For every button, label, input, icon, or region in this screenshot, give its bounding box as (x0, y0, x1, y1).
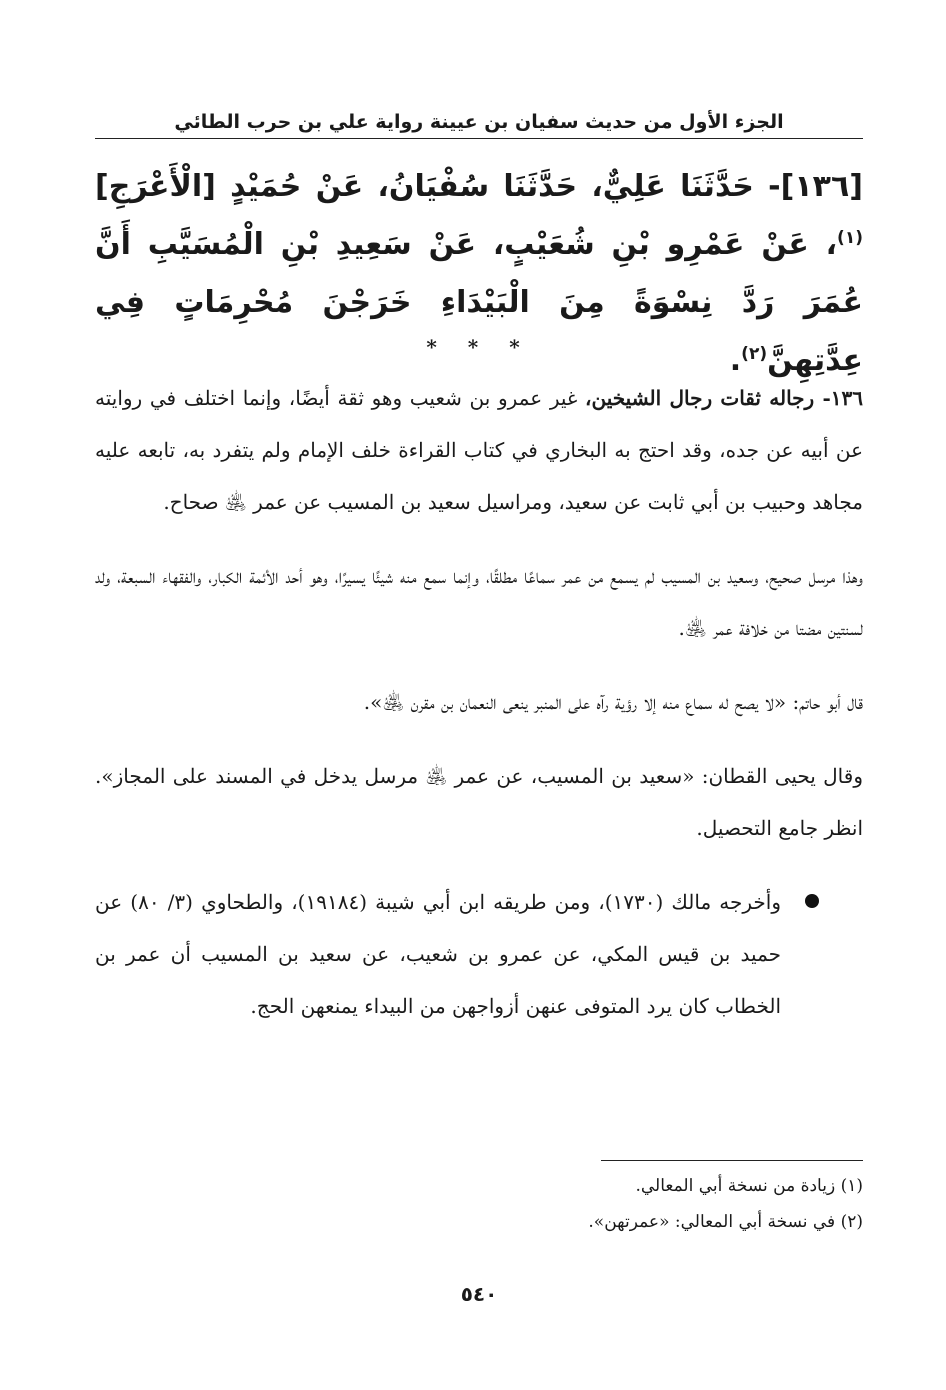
bullet-item (95, 876, 863, 1032)
book-page (95, 0, 863, 1390)
bullet-text: وأخرجه مالك (١٧٣٠)، ومن طريقه ابن أبي شيبة (١٩١٨٤)، والطحاوي (٣/ ٨٠) عن حميد بن قيس المكي، عن عمرو بن شعيب، عن سعيد بن المسيب أن عمر بن الخطاب كان يرد المتوفى عنهن أزواجهن من البيداء يمنعهن الحج. (95, 890, 781, 1018)
section-separator: * * * (426, 335, 532, 359)
commentary-paragraph-4: وقال يحيى القطان: «سعيد بن المسيب، عن عمر ﵁ مرسل يدخل في المسند على المجاز». انظر جامع التحصيل. (95, 764, 863, 840)
bullet-dot-icon (805, 894, 819, 908)
commentary-paragraph-1 (95, 372, 863, 528)
commentary-paragraph-2: وهذا مرسل صحيح، وسعيد بن المسيب لم يسمع من عمر سماعًا مطلقًا، وإنما سمع منه شيئًا يسيرًا، وهو أحد الأئمة الكبار، والفقهاء السبعة، ولد لسنتين مضتا من خلافة عمر ﵁. (95, 564, 863, 640)
commentary-lead: ١٣٦- رجاله ثقات رجال الشيخين، (585, 386, 863, 410)
commentary-paragraph-3: قال أبو حاتم: «لا يصح له سماع منه إلا رؤية رآه على المنبر ينعى النعمان بن مقرن ﵁». (363, 690, 863, 714)
footnote-ref-1[interactable]: (١) (837, 228, 863, 248)
header-rule (95, 138, 863, 139)
page-number: ٥٤٠ (460, 1282, 498, 1306)
footnote-rule (601, 1160, 863, 1161)
running-header: الجزء الأول من حديث سفيان بن عيينة رواية علي بن حرب الطائي (174, 111, 784, 133)
commentary-p1-rest: غير عمرو بن شعيب وهو ثقة أيضًا، وإنما اختلف في روايته عن أبيه عن جده، وقد احتج به البخاري في كتاب القراءة خلف الإمام ولم يتفرد به، تابعه عليه مجاهد وحبيب بن أبي ثابت عن سعيد، ومراسيل سعيد بن المسيب عن عمر ﵁ صحاح. (95, 386, 864, 514)
commentary (95, 372, 863, 1032)
hadith-part1: [١٣٦]- حَدَّثَنَا عَلِيٌّ، حَدَّثَنَا سُفْيَانُ، عَنْ حُمَيْدٍ [الْأَعْرَجِ] (95, 169, 863, 204)
hadith-end: . (729, 343, 742, 378)
hadith-part2: ، عَنْ عَمْرِو بْنِ شُعَيْبٍ، عَنْ سَعِيدِ بْنِ الْمُسَيَّبِ أَنَّ عُمَرَ رَدَّ نِسْوَةً مِنَ الْبَيْدَاءِ خَرَجْنَ مُحْرِمَاتٍ فِي عِدَّتِهِنَّ (95, 227, 863, 378)
footnotes (95, 1168, 863, 1240)
footnote-1: (١) زيادة من نسخة أبي المعالي. (635, 1176, 863, 1196)
footnote-ref-2[interactable]: (٢) (741, 344, 768, 364)
footnote-2: (٢) في نسخة أبي المعالي: «عمرتهن». (588, 1212, 863, 1232)
